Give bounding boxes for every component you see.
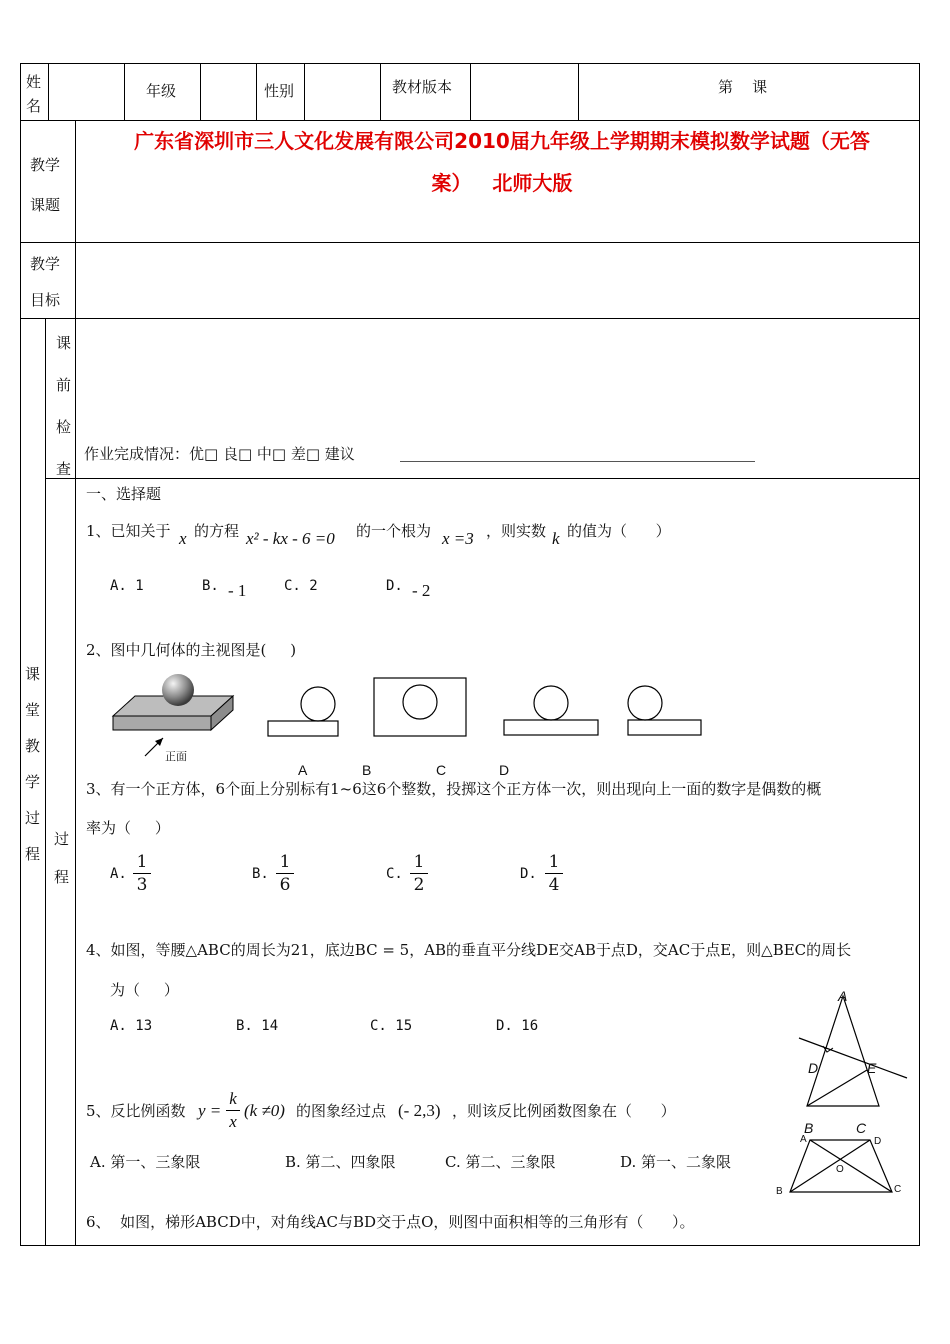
option-d-label: D (499, 762, 510, 778)
lesson-label: 第 课 (718, 78, 768, 96)
option-c-label: C (436, 762, 447, 778)
precheck-label: 课前检查 (56, 334, 72, 478)
front-label: 正面 (165, 750, 187, 763)
gender-label: 性别 (264, 82, 295, 100)
option-a-label: A (298, 762, 308, 778)
option-b-label: B (362, 762, 372, 778)
section-heading: 一、选择题 (86, 485, 162, 503)
goal-label: 教学目标 (30, 255, 61, 309)
name-label: 姓名 (26, 73, 42, 115)
solid-figure (105, 668, 705, 778)
process-inner-label: 过程 (54, 830, 70, 886)
edition-label: 教材版本 (392, 78, 453, 96)
homework-status: 作业完成情况：优□ 良□ 中□ 差□ 建议 (84, 445, 355, 463)
grade-label: 年级 (146, 82, 177, 100)
topic-label: 教学课题 (30, 156, 61, 214)
suggestion-underline (400, 461, 755, 462)
page-title: 广东省深圳市三人文化发展有限公司2010届九年级上学期期末模拟数学试题（无答 案） 北师大版 (134, 129, 870, 195)
triangle-figure (795, 988, 915, 1114)
process-outer-label: 课堂教学过程 (25, 665, 41, 863)
